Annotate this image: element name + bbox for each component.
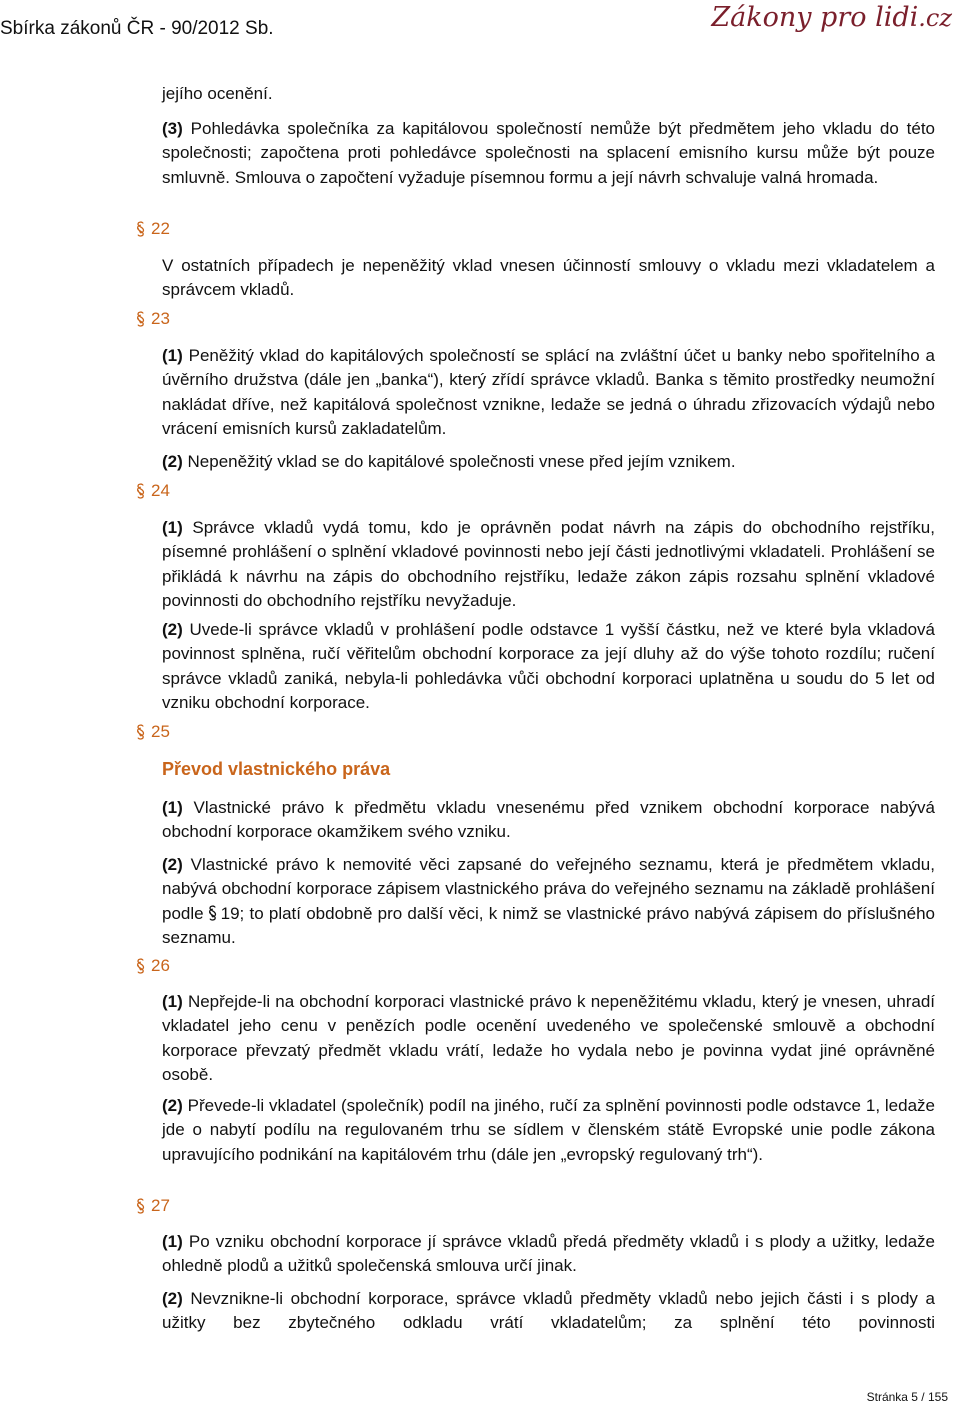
paragraph-symbol-icon xyxy=(136,957,145,975)
paragraph-label: (3) xyxy=(162,119,183,138)
paragraph-text: Správce vkladů vydá tomu, kdo je oprávněn podat návrh na zápis do obchodního rejstříku, písemné prohlášení o splnění vkladové povinnosti nebo její části jednotlivými vkladateli. Prohlášení se přikládá k návrhu na zápis do obchodního rejstříku, ledaže zákon zápis rozsahu splnění vkladové povinnosti do obchodního rejstříku nevyžaduje. xyxy=(162,518,935,610)
paragraph-text: Nevznikne-li obchodní korporace, správce vkladů předměty vkladů nebo jejich části i s plody a užitky bez zbytečného odkladu vrátí vkladatelům; za splnění této povinnosti xyxy=(162,1289,935,1333)
paragraph-26-1 xyxy=(162,990,935,1087)
paragraph-22: V ostatních případech je nepeněžitý vklad vnesen účinností smlouvy o vkladu mezi vkladatelem a správcem vkladů. xyxy=(162,256,935,300)
section-25-marker[interactable] xyxy=(136,722,170,742)
paragraph-symbol-icon xyxy=(208,904,217,922)
section-number: 26 xyxy=(151,956,170,975)
paragraph-label: (2) xyxy=(162,452,183,471)
page-number: Stránka 5 / 155 xyxy=(866,1390,948,1404)
logo-suffix: .cz xyxy=(918,4,952,32)
paragraph-text: Nepeněžitý vklad se do kapitálové společnosti vnese před jejím vznikem. xyxy=(182,452,736,471)
paragraph-label: (2) xyxy=(162,1289,183,1308)
paragraph-label: (1) xyxy=(162,346,183,365)
section-number: 25 xyxy=(151,722,170,741)
paragraph-symbol-icon xyxy=(136,220,145,238)
section-number: 23 xyxy=(151,309,170,328)
paragraph-label: (1) xyxy=(162,1232,183,1251)
section-22-marker[interactable] xyxy=(136,219,170,239)
paragraph-26-2 xyxy=(162,1094,935,1167)
paragraph-text: Vlastnické právo k předmětu vkladu vnesenému před vznikem obchodní korporace nabývá obchodní korporace okamžikem svého vzniku. xyxy=(162,798,935,842)
paragraph-text: Po vzniku obchodní korporace jí správce vkladů předá předměty vkladů i s plody a užitky, ledaže ohledně plodů a užitků společenská smlouva určí jinak. xyxy=(162,1232,935,1276)
paragraph-symbol-icon xyxy=(136,723,145,741)
paragraph-label: (2) xyxy=(162,1096,183,1115)
paragraph-text: Peněžitý vklad do kapitálových společností se splácí na zvláštní účet u banky nebo spořitelního a úvěrního družstva (dále jen „banka“), který zřídí správce vkladů. Banka s těmito prostředky neumožní nakládat dříve, než kapitálová společnost vznikne, ledaže se jedná o úhradu zřizovacích výdajů nebo vrácení emisních kursů zakladatelům. xyxy=(162,346,935,438)
paragraph-27-1 xyxy=(162,1230,935,1279)
paragraph-text: Uvede-li správce vkladů v prohlášení podle odstavce 1 vyšší částku, než ve které byla vkladová povinnost splněna, ručí věřitelům obchodní korporace za její dluhy až do výše tohoto rozdílu; ručení správce vkladů zaniká, nebyla-li pohledávka vůči obchodní korporaci uplatněna u soudu do 5 let od vzniku obchodní korporace. xyxy=(162,620,935,712)
section-23-marker[interactable] xyxy=(136,309,170,329)
paragraph-text: Pohledávka společníka za kapitálovou společností nemůže být předmětem jeho vkladu do této společnosti; započtena proti pohledávce společnosti na splacení emisního kursu může být pouze smluvně. Smlouva o započtení vyžaduje písemnou formu a její návrh schvaluje valná hromada. xyxy=(162,119,935,187)
paragraph-21-3 xyxy=(162,117,935,190)
section-heading: Převod vlastnického práva xyxy=(162,759,391,779)
paragraph-continuation: jejího ocenění. xyxy=(162,84,273,103)
section-26-marker[interactable] xyxy=(136,956,170,976)
paragraph-23-1 xyxy=(162,344,935,441)
section-27-marker[interactable] xyxy=(136,1196,170,1216)
paragraph-24-1 xyxy=(162,516,935,613)
paragraph-label: (1) xyxy=(162,798,183,817)
document-title: Sbírka zákonů ČR - 90/2012 Sb. xyxy=(0,18,274,39)
paragraph-symbol-icon xyxy=(136,310,145,328)
site-logo[interactable] xyxy=(711,2,952,33)
paragraph-symbol-icon xyxy=(136,482,145,500)
section-24-marker[interactable] xyxy=(136,481,170,501)
paragraph-symbol-icon xyxy=(136,1197,145,1215)
paragraph-label: (1) xyxy=(162,518,183,537)
paragraph-25-1 xyxy=(162,796,935,845)
paragraph-text-b: 19; to platí obdobně pro další věci, k nimž se vlastnické právo nabývá zápisem do příslušného seznamu. xyxy=(162,903,935,947)
section-number: 24 xyxy=(151,481,170,500)
paragraph-text-a: Vlastnické právo k nemovité věci zapsané do veřejného seznamu, která je předmětem vkladu, nabývá obchodní korporace zápisem vlastnického práva do veřejného seznamu na základě prohlášení podle xyxy=(162,855,935,923)
paragraph-24-2 xyxy=(162,618,935,715)
section-number: 27 xyxy=(151,1196,170,1215)
paragraph-23-2 xyxy=(162,450,935,474)
paragraph-text: Nepřejde-li na obchodní korporaci vlastnické právo k nepeněžitému vkladu, který je vnesen, uhradí vkladatel jeho cenu v penězích podle ocenění uvedeného ve společenské smlouvě a obchodní korporace převzatý předmět vkladu vrátí, ledaže ho vydala nebo je povinna vydat jiné oprávněné osobě. xyxy=(162,992,935,1084)
paragraph-text: Převede-li vkladatel (společník) podíl na jiného, ručí za splnění povinnosti podle odstavce 1, ledaže jde o nabytí podílu na regulovaném trhu se sídlem v členském státě Evropské unie podle zákona upravujícího podnikání na kapitálovém trhu (dále jen „evropský regulovaný trh“). xyxy=(162,1096,935,1164)
paragraph-label: (2) xyxy=(162,855,183,874)
paragraph-27-2 xyxy=(162,1287,935,1336)
paragraph-25-2 xyxy=(162,853,935,950)
paragraph-label: (2) xyxy=(162,620,183,639)
paragraph-label: (1) xyxy=(162,992,183,1011)
section-number: 22 xyxy=(151,219,170,238)
logo-text: Zákony pro lidi xyxy=(711,2,919,33)
